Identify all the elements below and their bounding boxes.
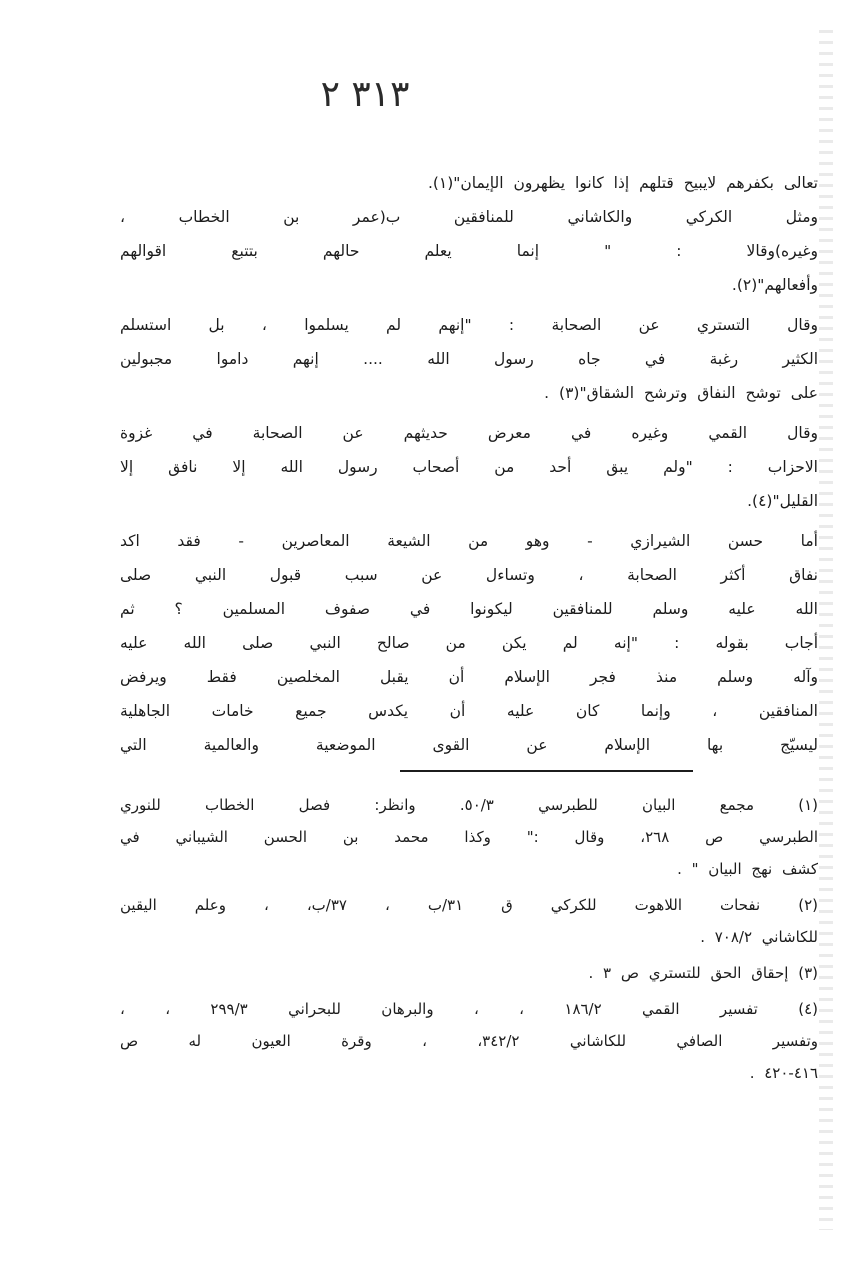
body-line: نفاق أكثر الصحابة ، وتساءل عن سبب قبول النبي صلى [120,566,818,584]
body-text [120,166,818,762]
footnotes [120,789,818,1089]
footnote-line: للكاشاني ٧٠٨/٢ . [700,928,818,946]
body-line: الاحزاب : "ولم يبق أحد من أصحاب رسول الله إلا نافق إلا [120,458,818,476]
page-number: ٣١٣ ٢ [320,74,410,115]
footnote-line: الطبرسي ص ٢٦٨، وقال :" وكذا محمد بن الحسن الشيباني في [120,828,818,846]
footnote-line: (٢) نفحات اللاهوت للكركي ق ٣١/ب ، ٣٧/ب، ، وعلم اليقين [120,896,818,914]
body-line: وقال القمي وغيره في معرض حديثهم عن الصحابة في غزوة [120,424,818,442]
body-line: ليسيّج بها الإسلام عن القوى الموضعية والعالمية التي [120,736,818,754]
body-line: على توشح النفاق وترشح الشقاق"(٣) . [544,384,818,402]
body-line: تعالى بكفرهم لايبيح قتلهم إذا كانوا يظهرون الإيمان"(١). [427,174,818,192]
footnote-line: (٣) إحقاق الحق للتستري ص ٣ . [588,964,818,982]
footnote-line: ٤١٦-٤٢٠ . [749,1064,818,1082]
body-line: ومثل الكركي والكاشاني للمنافقين ب(عمر بن الخطاب ، [120,208,818,226]
body-line: أما حسن الشيرازي - وهو من الشيعة المعاصرين - فقد اكد [120,532,818,550]
body-line: أجاب بقوله : "إنه لم يكن من صالح النبي صلى الله عليه [120,634,818,652]
body-line: الله عليه وسلم للمنافقين ليكونوا في صفوف المسلمين ؟ ثم [120,600,818,618]
scan-page-edge [819,30,833,1230]
body-line: وأفعالهم"(٢). [731,276,818,294]
footnote-line: وتفسير الصافي للكاشاني ٣٤٢/٢، ، وقرة العيون له ص [120,1032,818,1050]
body-line: وآله وسلم منذ فجر الإسلام أن يقبل المخلصين فقط ويرفض [120,668,818,686]
footnote-line: (١) مجمع البيان للطبرسي ٥٠/٣. وانظر: فصل الخطاب للنوري [120,796,818,814]
footnote-line: (٤) تفسير القمي ١٨٦/٢ ، ، والبرهان للبحراني ٢٩٩/٣ ، ، [120,1000,818,1018]
body-line: القليل"(٤). [747,492,818,510]
body-line: وغيره)وقالا : " إنما يعلم حالهم بتتبع اقوالهم [120,242,818,260]
body-line: الكثير رغبة في جاه رسول الله .... إنهم داموا مجبولين [120,350,818,368]
body-line: المنافقين ، وإنما كان عليه أن يكدس جميع خامات الجاهلية [120,702,818,720]
body-line: وقال التستري عن الصحابة : "إنهم لم يسلموا ، بل استسلم [120,316,818,334]
footnote-divider [400,770,693,772]
footnote-line: كشف نهج البيان " . [677,860,818,878]
